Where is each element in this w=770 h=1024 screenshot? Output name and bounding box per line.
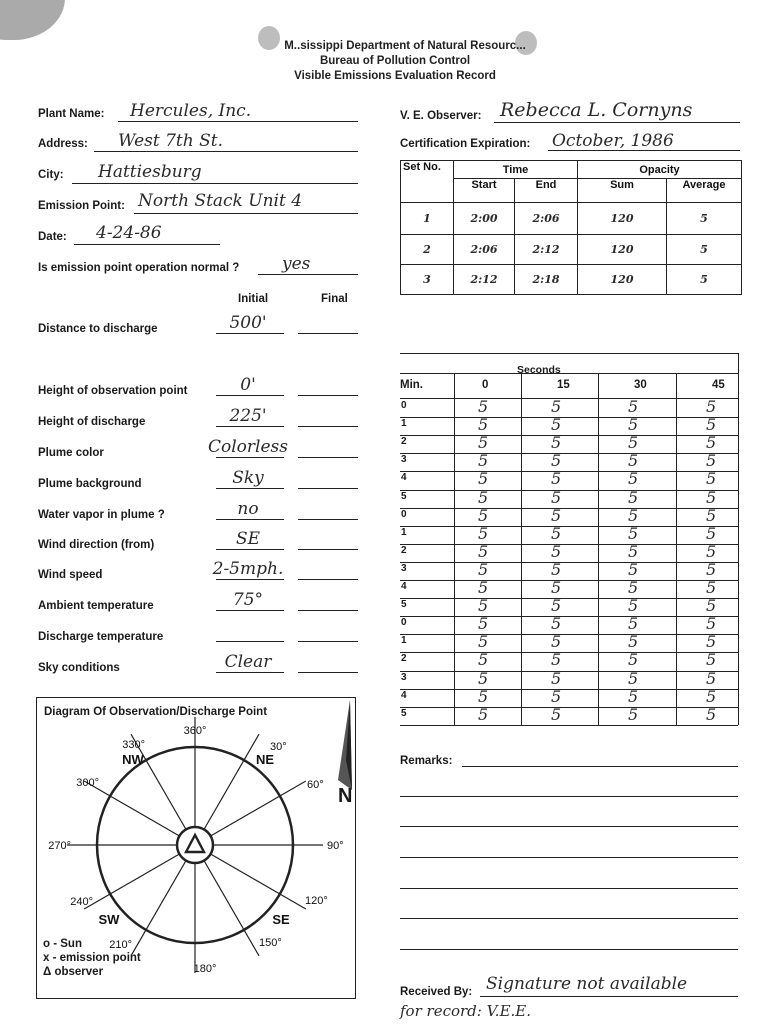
angle-label: 60° — [307, 779, 324, 791]
grid-line — [400, 725, 738, 726]
opacity-reading: 5 — [478, 541, 489, 561]
opacity-reading: 5 — [628, 704, 639, 724]
opacity-header: Opacity — [578, 161, 742, 179]
second-column-header: 45 — [712, 379, 725, 391]
grid-line — [400, 616, 738, 617]
field-value: West 7th St. — [118, 131, 223, 151]
field-label: Address: — [38, 138, 88, 150]
minute-label: 2 — [401, 436, 407, 448]
legend-emission-point: x - emission point — [43, 952, 141, 964]
opacity-reading: 5 — [478, 487, 489, 507]
opacity-reading: 5 — [478, 559, 489, 579]
opacity-reading: 5 — [628, 559, 639, 579]
condition-initial-value: 0' — [240, 375, 256, 395]
opacity-average: 5 — [667, 203, 742, 235]
opacity-reading: 5 — [551, 541, 562, 561]
opacity-reading: 5 — [628, 541, 639, 561]
opacity-reading: 5 — [706, 397, 717, 416]
minute-label: 1 — [401, 418, 407, 430]
initial-underline — [216, 457, 284, 458]
field-underline — [72, 183, 358, 184]
angle-label: 240° — [70, 896, 93, 908]
remarks-line — [400, 918, 738, 919]
table-row — [401, 203, 742, 235]
initial-column-header: Initial — [238, 293, 269, 305]
final-underline — [298, 641, 358, 642]
diagram-title: Diagram Of Observation/Discharge Point — [44, 706, 268, 718]
minute-label: 5 — [401, 599, 407, 611]
final-underline — [298, 333, 358, 334]
angle-label: 180° — [193, 963, 217, 975]
opacity-reading: 5 — [628, 668, 639, 688]
grid-line — [676, 373, 677, 725]
minute-label: 1 — [401, 635, 407, 647]
opacity-reading: 5 — [551, 469, 562, 489]
opacity-reading: 5 — [551, 614, 562, 634]
observation-diagram — [36, 697, 356, 999]
opacity-average: 5 — [667, 235, 742, 265]
field-value: Hattiesburg — [98, 162, 202, 182]
opacity-reading: 5 — [706, 469, 717, 489]
condition-initial-value: 2-5mph. — [212, 559, 284, 579]
start-time: 2:00 — [454, 203, 515, 235]
sum-header: Sum — [578, 179, 667, 203]
initial-underline — [216, 610, 284, 611]
remarks-line — [400, 826, 738, 827]
opacity-sum: 120 — [578, 203, 667, 235]
direction-label-se: SE — [272, 912, 290, 927]
grid-line — [400, 671, 738, 672]
grid-line — [400, 652, 738, 653]
minute-label: 2 — [401, 653, 407, 665]
condition-label: Wind direction (from) — [38, 539, 155, 551]
opacity-reading: 5 — [478, 505, 489, 525]
initial-underline — [216, 549, 284, 550]
minute-label: 4 — [401, 581, 407, 592]
direction-label-ne: NE — [255, 752, 275, 767]
opacity-reading: 5 — [478, 614, 489, 634]
field-label: Is emission point operation normal ? — [38, 262, 240, 274]
opacity-sum: 120 — [578, 235, 667, 265]
scan-smudge — [0, 0, 65, 40]
grid-line — [521, 373, 522, 725]
field-value: October, 1986 — [552, 131, 674, 151]
opacity-reading: 5 — [706, 487, 717, 507]
start-time: 2:12 — [454, 265, 515, 295]
angle-label: 300° — [76, 777, 99, 789]
opacity-sum: 120 — [578, 265, 667, 295]
opacity-reading: 5 — [628, 451, 639, 471]
initial-underline — [216, 672, 284, 673]
field-value: North Stack Unit 4 — [138, 191, 303, 211]
initial-underline — [216, 426, 284, 427]
condition-label: Discharge temperature — [38, 631, 164, 643]
opacity-reading: 5 — [706, 559, 717, 579]
set-summary-table — [400, 160, 742, 295]
condition-label: Distance to discharge — [38, 323, 158, 335]
opacity-reading: 5 — [628, 415, 639, 435]
opacity-reading: 5 — [478, 433, 489, 453]
grid-line — [400, 544, 738, 545]
opacity-reading: 5 — [706, 614, 717, 634]
remarks-line — [400, 949, 738, 950]
condition-label: Plume color — [38, 447, 104, 459]
final-underline — [298, 488, 358, 489]
opacity-reading: 5 — [706, 668, 717, 688]
field-value: 4-24-86 — [96, 223, 162, 243]
field-underline — [134, 213, 358, 214]
remarks-line — [400, 888, 738, 889]
opacity-reading: 5 — [478, 415, 489, 435]
average-header: Average — [667, 179, 742, 203]
condition-initial-value: Sky — [232, 468, 264, 488]
field-label: V. E. Observer: — [400, 110, 482, 122]
opacity-reading: 5 — [551, 505, 562, 525]
grid-line — [400, 598, 738, 599]
time-header: Time — [454, 161, 578, 179]
opacity-reading: 5 — [628, 433, 639, 453]
field-value: yes — [282, 254, 311, 274]
remarks-label: Remarks: — [400, 755, 453, 767]
grid-line — [400, 471, 738, 472]
minute-label: 1 — [401, 526, 407, 538]
grid-line — [400, 707, 738, 708]
initial-underline — [216, 641, 284, 642]
opacity-reading: 5 — [628, 686, 639, 706]
header-form-title: Visible Emissions Evaluation Record — [294, 70, 496, 82]
initial-underline — [216, 395, 284, 396]
field-value: Rebecca L. Cornyns — [500, 99, 693, 121]
condition-initial-value: 75° — [232, 590, 264, 610]
condition-initial-value: Clear — [224, 652, 272, 672]
minute-label: 3 — [401, 562, 407, 574]
opacity-reading: 5 — [706, 541, 717, 561]
opacity-reading: 5 — [628, 505, 639, 525]
grid-line — [598, 373, 599, 725]
opacity-reading: 5 — [628, 614, 639, 634]
legend-observer: Δ observer — [43, 966, 104, 978]
field-underline — [118, 121, 358, 122]
observer-circle — [177, 827, 213, 863]
opacity-reading: 5 — [628, 523, 639, 543]
field-underline — [548, 150, 740, 151]
opacity-reading: 5 — [551, 433, 562, 453]
opacity-reading: 5 — [706, 451, 717, 471]
angle-label: 360° — [183, 725, 207, 737]
opacity-reading: 5 — [478, 686, 489, 706]
seconds-header: Seconds — [517, 364, 561, 376]
final-underline — [298, 672, 358, 673]
field-label: Plant Name: — [38, 108, 105, 120]
grid-line — [738, 373, 739, 725]
minute-label: 2 — [401, 544, 407, 556]
initial-underline — [216, 488, 284, 489]
table-row — [401, 235, 742, 265]
angle-label: 90° — [327, 840, 344, 852]
opacity-reading: 5 — [551, 559, 562, 579]
opacity-reading: 5 — [706, 523, 717, 543]
received-underline — [480, 996, 738, 997]
condition-label: Wind speed — [38, 569, 103, 581]
condition-label: Sky conditions — [38, 662, 120, 674]
final-column-header: Final — [321, 293, 348, 305]
header-agency: M..sissippi Department of Natural Resourc... — [284, 40, 526, 52]
opacity-reading: 5 — [478, 668, 489, 688]
set-no-header: Set No. — [401, 161, 454, 203]
opacity-reading: 5 — [706, 433, 717, 453]
condition-label: Height of observation point — [38, 385, 188, 397]
condition-initial-value: 500' — [229, 313, 267, 333]
opacity-reading: 5 — [478, 451, 489, 471]
field-label: Date: — [38, 231, 67, 243]
final-underline — [298, 457, 358, 458]
field-underline — [258, 274, 358, 275]
opacity-reading: 5 — [551, 487, 562, 507]
opacity-reading: 5 — [478, 632, 489, 652]
final-underline — [298, 519, 358, 520]
end-time: 2:06 — [515, 203, 578, 235]
minute-label: 4 — [401, 472, 407, 484]
minute-label: 3 — [401, 671, 407, 683]
opacity-reading: 5 — [706, 686, 717, 706]
opacity-reading: 5 — [706, 704, 717, 724]
opacity-reading: 5 — [706, 505, 717, 525]
grid-line — [400, 398, 738, 399]
remarks-line — [400, 796, 738, 797]
opacity-reading: 5 — [478, 578, 489, 597]
opacity-reading: 5 — [551, 578, 562, 597]
final-underline — [298, 395, 358, 396]
field-label: Certification Expiration: — [400, 138, 531, 150]
received-by-value: Signature not available — [486, 974, 688, 994]
minute-label: 3 — [401, 454, 407, 466]
final-underline — [298, 579, 358, 580]
remarks-line — [462, 766, 738, 767]
opacity-reading: 5 — [706, 578, 717, 597]
grid-line — [400, 526, 738, 527]
minute-label: 4 — [401, 689, 407, 701]
condition-label: Water vapor in plume ? — [38, 509, 165, 521]
condition-initial-value: SE — [235, 529, 261, 549]
opacity-average: 5 — [667, 265, 742, 295]
opacity-reading: 5 — [478, 650, 489, 670]
opacity-reading: 5 — [628, 487, 639, 507]
grid-line — [454, 373, 455, 725]
start-header: Start — [454, 179, 515, 203]
angle-label: 120° — [305, 895, 328, 907]
opacity-reading: 5 — [478, 523, 489, 543]
initial-underline — [216, 579, 284, 580]
header-bureau: Bureau of Pollution Control — [319, 55, 471, 67]
opacity-reading: 5 — [478, 596, 489, 616]
direction-label-sw: SW — [98, 912, 120, 927]
final-underline — [298, 610, 358, 611]
angle-label: 270° — [48, 840, 71, 852]
initial-underline — [216, 333, 284, 334]
field-value: Hercules, Inc. — [130, 101, 252, 121]
received-by-label: Received By: — [400, 986, 473, 998]
field-underline — [494, 122, 740, 123]
minute-column-header: Min. — [400, 379, 423, 391]
end-time: 2:12 — [515, 235, 578, 265]
opacity-reading: 5 — [706, 632, 717, 652]
opacity-reading: 5 — [628, 650, 639, 670]
opacity-reading: 5 — [551, 632, 562, 652]
minute-label: 5 — [401, 490, 407, 502]
angle-label: 30° — [270, 741, 287, 753]
field-label: City: — [38, 169, 64, 181]
condition-label: Plume background — [38, 478, 142, 490]
opacity-reading: 5 — [551, 596, 562, 616]
grid-border — [400, 353, 738, 354]
field-underline — [94, 151, 358, 152]
final-underline — [298, 549, 358, 550]
received-by-note: for record: V.E.E. — [400, 1002, 532, 1020]
minute-label: 0 — [401, 400, 407, 411]
field-underline — [74, 244, 220, 245]
grid-line — [400, 562, 738, 563]
opacity-reading: 5 — [628, 596, 639, 616]
condition-initial-value: no — [237, 499, 259, 519]
condition-label: Ambient temperature — [38, 600, 154, 612]
opacity-reading: 5 — [478, 704, 489, 724]
grid-line — [400, 634, 738, 635]
second-column-header: 15 — [557, 379, 570, 391]
set-number: 2 — [401, 235, 454, 265]
opacity-reading: 5 — [551, 451, 562, 471]
opacity-reading: 5 — [706, 650, 717, 670]
set-number: 3 — [401, 265, 454, 295]
direction-label-nw: NW — [122, 752, 144, 767]
grid-line — [400, 508, 738, 509]
grid-line — [400, 373, 738, 374]
initial-underline — [216, 519, 284, 520]
minute-label: 0 — [401, 508, 407, 520]
opacity-reading: 5 — [551, 523, 562, 543]
opacity-reading: 5 — [706, 596, 717, 616]
condition-initial-value: Colorless — [208, 437, 288, 457]
start-time: 2:06 — [454, 235, 515, 265]
grid-line — [738, 353, 739, 373]
opacity-reading: 5 — [551, 397, 562, 416]
condition-label: Height of discharge — [38, 416, 146, 428]
grid-line — [400, 490, 738, 491]
opacity-reading: 5 — [551, 650, 562, 670]
condition-initial-value: 225' — [229, 406, 267, 426]
angle-label: 150° — [259, 937, 282, 949]
table-row — [401, 265, 742, 295]
second-column-header: 0 — [482, 379, 489, 391]
opacity-reading: 5 — [551, 686, 562, 706]
grid-line — [400, 453, 738, 454]
opacity-reading: 5 — [628, 397, 639, 416]
legend-sun: o - Sun — [43, 938, 82, 950]
opacity-reading: 5 — [706, 415, 717, 435]
opacity-reading: 5 — [628, 469, 639, 489]
final-underline — [298, 426, 358, 427]
opacity-reading: 5 — [551, 415, 562, 435]
opacity-reading: 5 — [478, 397, 489, 416]
field-label: Emission Point: — [38, 200, 125, 212]
set-number: 1 — [401, 203, 454, 235]
grid-line — [400, 689, 738, 690]
end-header: End — [515, 179, 578, 203]
minute-label: 5 — [401, 707, 407, 719]
second-column-header: 30 — [634, 379, 647, 391]
north-label: N — [338, 785, 353, 807]
grid-line — [400, 580, 738, 581]
end-time: 2:18 — [515, 265, 578, 295]
remarks-line — [400, 857, 738, 858]
opacity-reading: 5 — [551, 704, 562, 724]
opacity-reading: 5 — [551, 668, 562, 688]
angle-label: 210° — [109, 939, 132, 951]
grid-line — [400, 417, 738, 418]
angle-label: 330° — [122, 739, 145, 751]
opacity-reading: 5 — [628, 632, 639, 652]
grid-line — [400, 435, 738, 436]
minute-label: 0 — [401, 617, 407, 629]
opacity-reading: 5 — [628, 578, 639, 597]
opacity-reading: 5 — [478, 469, 489, 489]
